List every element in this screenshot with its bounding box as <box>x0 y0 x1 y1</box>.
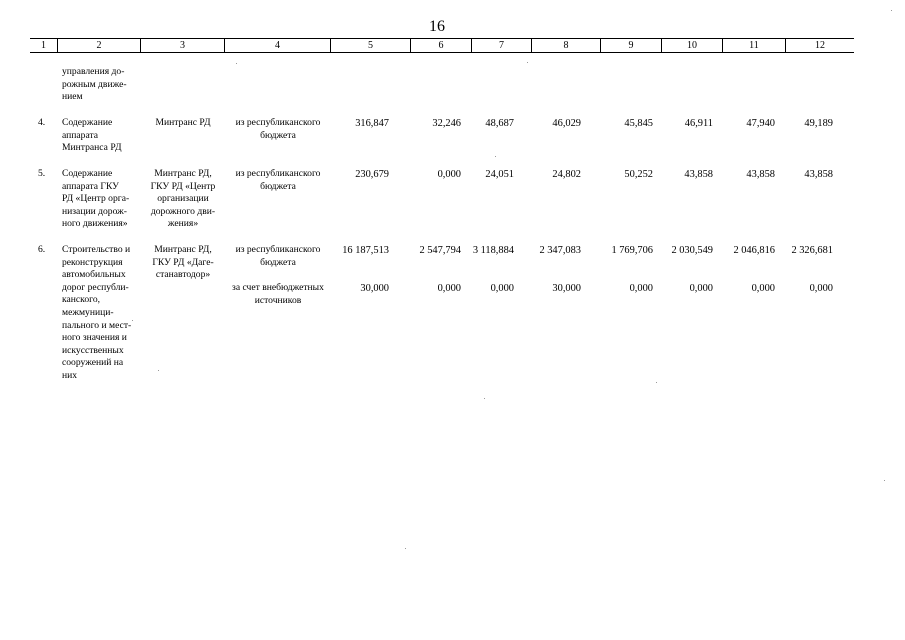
row-value-col-7: 48,687 <box>485 118 514 129</box>
row-value-col-9: 45,845 <box>624 118 653 129</box>
row-value-col-11: 0,000 <box>751 283 775 294</box>
row-executor-line: организации <box>157 193 209 205</box>
row-source-line: бюджета <box>260 256 296 268</box>
row-name-line: ного движения» <box>62 218 128 230</box>
row-source-line: источников <box>254 294 302 306</box>
header-cell-4: 4 <box>224 39 330 52</box>
header-cell-5: 5 <box>330 39 410 52</box>
row-value-col-8: 24,802 <box>552 169 581 180</box>
header-cell-1: 1 <box>41 40 46 51</box>
page-number: 16 <box>429 18 445 35</box>
row-value-col-10: 0,000 <box>689 283 713 294</box>
row-value-col-8: 2 347,083 <box>539 245 581 256</box>
row-name-line: управления до- <box>62 66 125 77</box>
row-name-line: нием <box>62 91 83 103</box>
row-name-line: канского, <box>62 294 101 306</box>
row-value-col-5: 30,000 <box>360 283 389 294</box>
row-executor-line: Минтранс РД, <box>154 168 212 179</box>
row-value-col-5: 16 187,513 <box>342 245 389 256</box>
row-name-line: межмуници- <box>62 307 114 318</box>
row-source-line: бюджета <box>260 129 296 141</box>
row-value-col-12: 2 326,681 <box>791 245 833 256</box>
row-name-line: Содержание <box>62 168 113 179</box>
row-value-col-10: 2 030,549 <box>671 245 713 256</box>
row-name-line: РД «Центр орга- <box>62 193 130 205</box>
row-name-line: реконструкция <box>62 256 123 268</box>
row-value-col-6: 0,000 <box>437 283 461 294</box>
row-name-line: аппарата <box>62 129 99 141</box>
row-name-line: Содержание <box>62 117 113 128</box>
header-cell-6: 6 <box>410 39 471 52</box>
header-cell-7: 7 <box>471 39 531 52</box>
header-cell-12: 12 <box>785 39 854 52</box>
row-number: 4. <box>38 117 46 128</box>
header-cell-2: 2 <box>57 39 140 52</box>
row-source-line: из республиканского <box>235 117 321 128</box>
row-value-col-11: 2 046,816 <box>733 245 775 256</box>
row-value-col-12: 0,000 <box>809 283 833 294</box>
row-name-line: аппарата ГКУ <box>62 180 119 192</box>
row-name-line: ного значения и <box>62 332 127 344</box>
row-name-line: рожным движе- <box>62 78 127 90</box>
row-name-line: дорог республи- <box>62 281 129 293</box>
row-number: 6. <box>38 244 46 255</box>
row-value-col-7: 0,000 <box>490 283 514 294</box>
row-value-col-5: 316,847 <box>355 118 389 129</box>
row-executor-line: жения» <box>167 218 199 230</box>
row-name-line: них <box>62 370 78 381</box>
row-value-col-11: 47,940 <box>746 118 775 129</box>
row-value-col-9: 1 769,706 <box>611 245 653 256</box>
row-source-line: из республиканского <box>235 168 321 179</box>
row-number: 5. <box>38 168 46 179</box>
row-executor-line: Минтранс РД <box>155 117 211 128</box>
row-executor-line: дорожного дви- <box>150 205 216 217</box>
header-cell-9: 9 <box>600 39 661 52</box>
row-value-col-12: 43,858 <box>804 169 833 180</box>
row-value-col-9: 0,000 <box>629 283 653 294</box>
row-name-line: автомобильных <box>62 269 126 281</box>
row-value-col-10: 43,858 <box>684 169 713 180</box>
row-source-line: бюджета <box>260 180 296 192</box>
row-executor-line: Минтранс РД, <box>154 244 212 255</box>
row-name-line: сооружений на <box>62 357 124 369</box>
row-executor-line: ГКУ РД «Центр <box>150 180 216 192</box>
row-name-line: Строительство и <box>62 244 131 255</box>
row-value-col-7: 24,051 <box>485 169 514 180</box>
row-value-col-7: 3 118,884 <box>472 245 514 256</box>
row-source-line: за счет внебюджетных <box>232 282 324 293</box>
row-name-line: искусственных <box>62 344 124 356</box>
row-value-col-6: 0,000 <box>437 169 461 180</box>
header-cell-8: 8 <box>531 39 600 52</box>
row-value-col-11: 43,858 <box>746 169 775 180</box>
row-name-line: Минтранса РД <box>62 142 122 154</box>
row-value-col-6: 32,246 <box>432 118 461 129</box>
row-source-line: из республиканского <box>235 244 321 255</box>
row-value-col-9: 50,252 <box>624 169 653 180</box>
header-cell-3: 3 <box>140 39 224 52</box>
header-cell-11: 11 <box>722 39 785 52</box>
row-name-line: пального и мест- <box>62 319 132 331</box>
row-value-col-6: 2 547,794 <box>419 245 461 256</box>
row-value-col-8: 30,000 <box>552 283 581 294</box>
row-executor-line: станавтодор» <box>155 269 211 281</box>
header-cell-10: 10 <box>661 39 722 52</box>
row-value-col-10: 46,911 <box>684 118 713 129</box>
row-value-col-12: 49,189 <box>804 118 833 129</box>
row-executor-line: ГКУ РД «Даге- <box>152 256 214 268</box>
row-value-col-5: 230,679 <box>355 169 389 180</box>
row-name-line: низации дорож- <box>62 205 127 217</box>
row-value-col-8: 46,029 <box>552 118 581 129</box>
table-header-row <box>30 38 854 53</box>
